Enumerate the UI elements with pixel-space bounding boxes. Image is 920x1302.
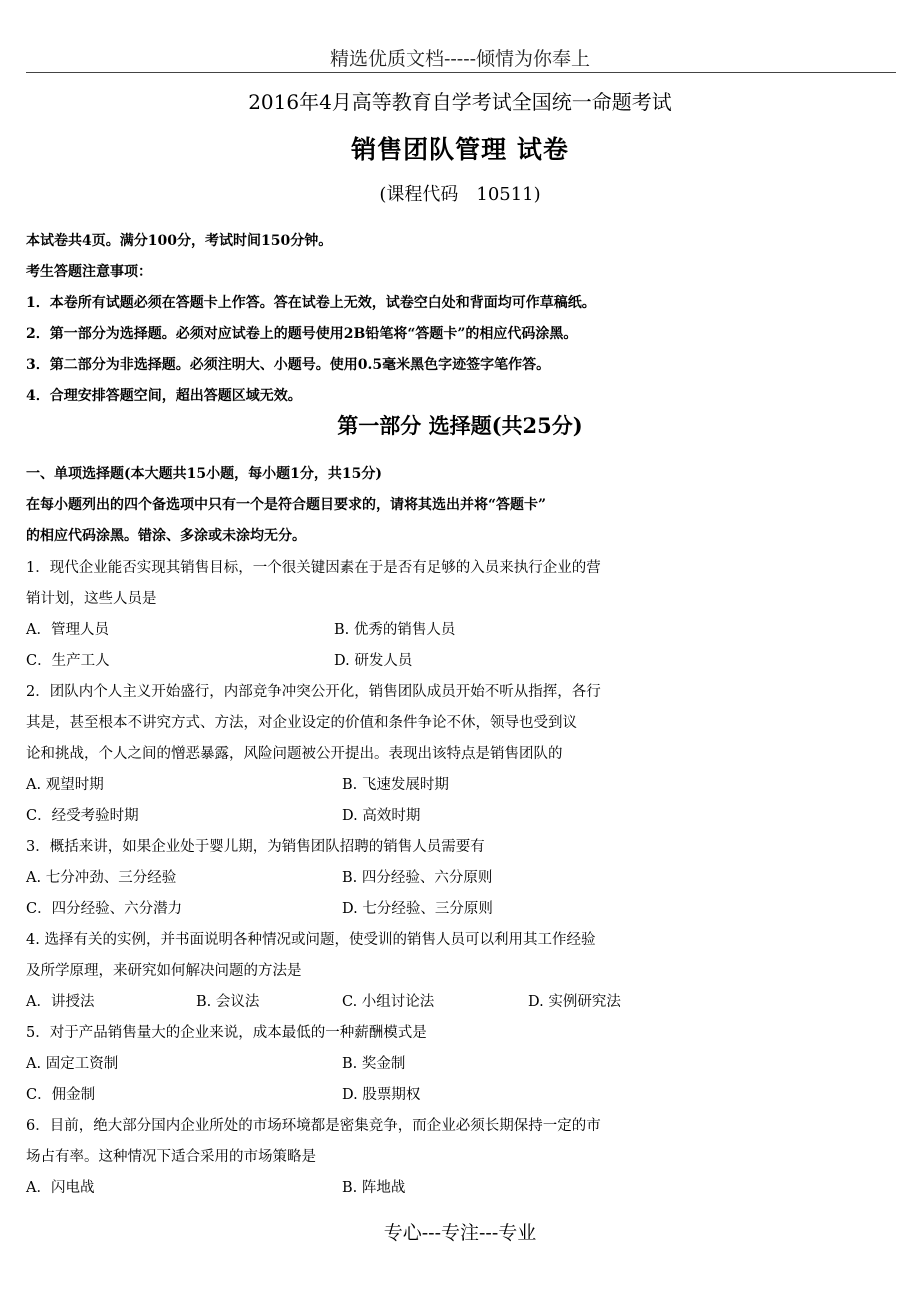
option-d: D. 实例研究法	[528, 994, 621, 1010]
question-text: 5．对于产品销售量大的企业来说，成本最低的一种薪酬模式是	[26, 1025, 427, 1041]
option-a: A．闪电战	[26, 1180, 95, 1196]
option-a: A. 观望时期	[26, 777, 104, 793]
question-text: 3．概括来讲，如果企业处于婴儿期，为销售团队招聘的销售人员需要有	[26, 839, 485, 855]
option-d: D. 研发人员	[334, 653, 413, 669]
option-d: D. 高效时期	[342, 808, 421, 824]
section-instruction: 的相应代码涂黑。错涂、多涂或未涂均无分。	[26, 528, 306, 544]
option-a: A．讲授法	[26, 994, 95, 1010]
notes-heading: 考生答题注意事项：	[26, 264, 152, 280]
course-code: (课程代码 10511)	[379, 184, 541, 205]
option-a: A. 七分冲劲、三分经验	[26, 870, 177, 886]
option-b: B. 优秀的销售人员	[334, 622, 456, 638]
section-instruction: 在每小题列出的四个备选项中只有一个是符合题目要求的，请将其选出并将“答题卡”	[26, 497, 547, 513]
question-text: 场占有率。这种情况下适合采用的市场策略是	[26, 1149, 316, 1165]
paper-intro: 本试卷共4页。满分100分，考试时间150分钟。	[26, 233, 333, 249]
option-d: D. 七分经验、三分原则	[342, 901, 493, 917]
question-text: 2．团队内个人主义开始盛行，内部竞争冲突公开化，销售团队成员开始不听从指挥，各行	[26, 684, 601, 700]
note-item: 2．第一部分为选择题。必须对应试卷上的题号使用2B铅笔将“答题卡”的相应代码涂黑。	[26, 326, 578, 342]
note-item: 1．本卷所有试题必须在答题卡上作答。答在试卷上无效，试卷空白处和背面均可作草稿纸。	[26, 295, 596, 311]
option-b: B. 阵地战	[342, 1180, 406, 1196]
option-b: B. 会议法	[196, 994, 260, 1010]
option-b: B. 奖金制	[342, 1056, 406, 1072]
option-c: C．佣金制	[26, 1087, 96, 1103]
part-one-title: 第一部分 选择题(共25分)	[337, 413, 583, 438]
question-text: 销计划，这些人员是	[26, 591, 157, 607]
option-b: B. 四分经验、六分原则	[342, 870, 493, 886]
option-c: C．经受考验时期	[26, 808, 139, 824]
option-c: C．生产工人	[26, 653, 110, 669]
section-title: 一、单项选择题(本大题共15小题，每小题1分，共15分)	[26, 466, 382, 482]
question-text: 4. 选择有关的实例，并书面说明各种情况或问题，使受训的销售人员可以利用其工作经验	[26, 932, 596, 948]
option-a: A．管理人员	[26, 622, 109, 638]
option-b: B. 飞速发展时期	[342, 777, 449, 793]
question-text: 1．现代企业能否实现其销售目标，一个很关键因素在于是否有足够的入员来执行企业的营	[26, 560, 601, 576]
option-d: D. 股票期权	[342, 1087, 421, 1103]
page-header-banner: 精选优质文档-----倾情为你奉上	[329, 48, 591, 70]
note-item: 4．合理安排答题空间，超出答题区域无效。	[26, 388, 302, 404]
page-footer: 专心---专注---专业	[383, 1222, 537, 1244]
note-item: 3．第二部分为非选择题。必须注明大、小题号。使用0.5毫米黑色字迹签字笔作答。	[26, 357, 551, 373]
question-text: 其是，甚至根本不讲究方式、方法，对企业设定的价值和条件争论不休，领导也受到议	[26, 715, 577, 731]
option-c: C．四分经验、六分潜力	[26, 901, 183, 917]
question-text: 论和挑战，个人之间的憎恶暴露，风险问题被公开提出。表现出该特点是销售团队的	[26, 746, 563, 762]
question-text: 6．目前，绝大部分国内企业所处的市场环境都是密集竞争，而企业必须长期保持一定的市	[26, 1118, 601, 1134]
option-c: C. 小组讨论法	[342, 994, 435, 1010]
paper-title: 销售团队管理 试卷	[351, 135, 569, 164]
option-a: A. 固定工资制	[26, 1056, 119, 1072]
question-text: 及所学原理，来研究如何解决问题的方法是	[26, 963, 302, 979]
exam-subtitle: 2016年4月高等教育自学考试全国统一命题考试	[248, 90, 672, 114]
header-divider	[26, 72, 896, 73]
